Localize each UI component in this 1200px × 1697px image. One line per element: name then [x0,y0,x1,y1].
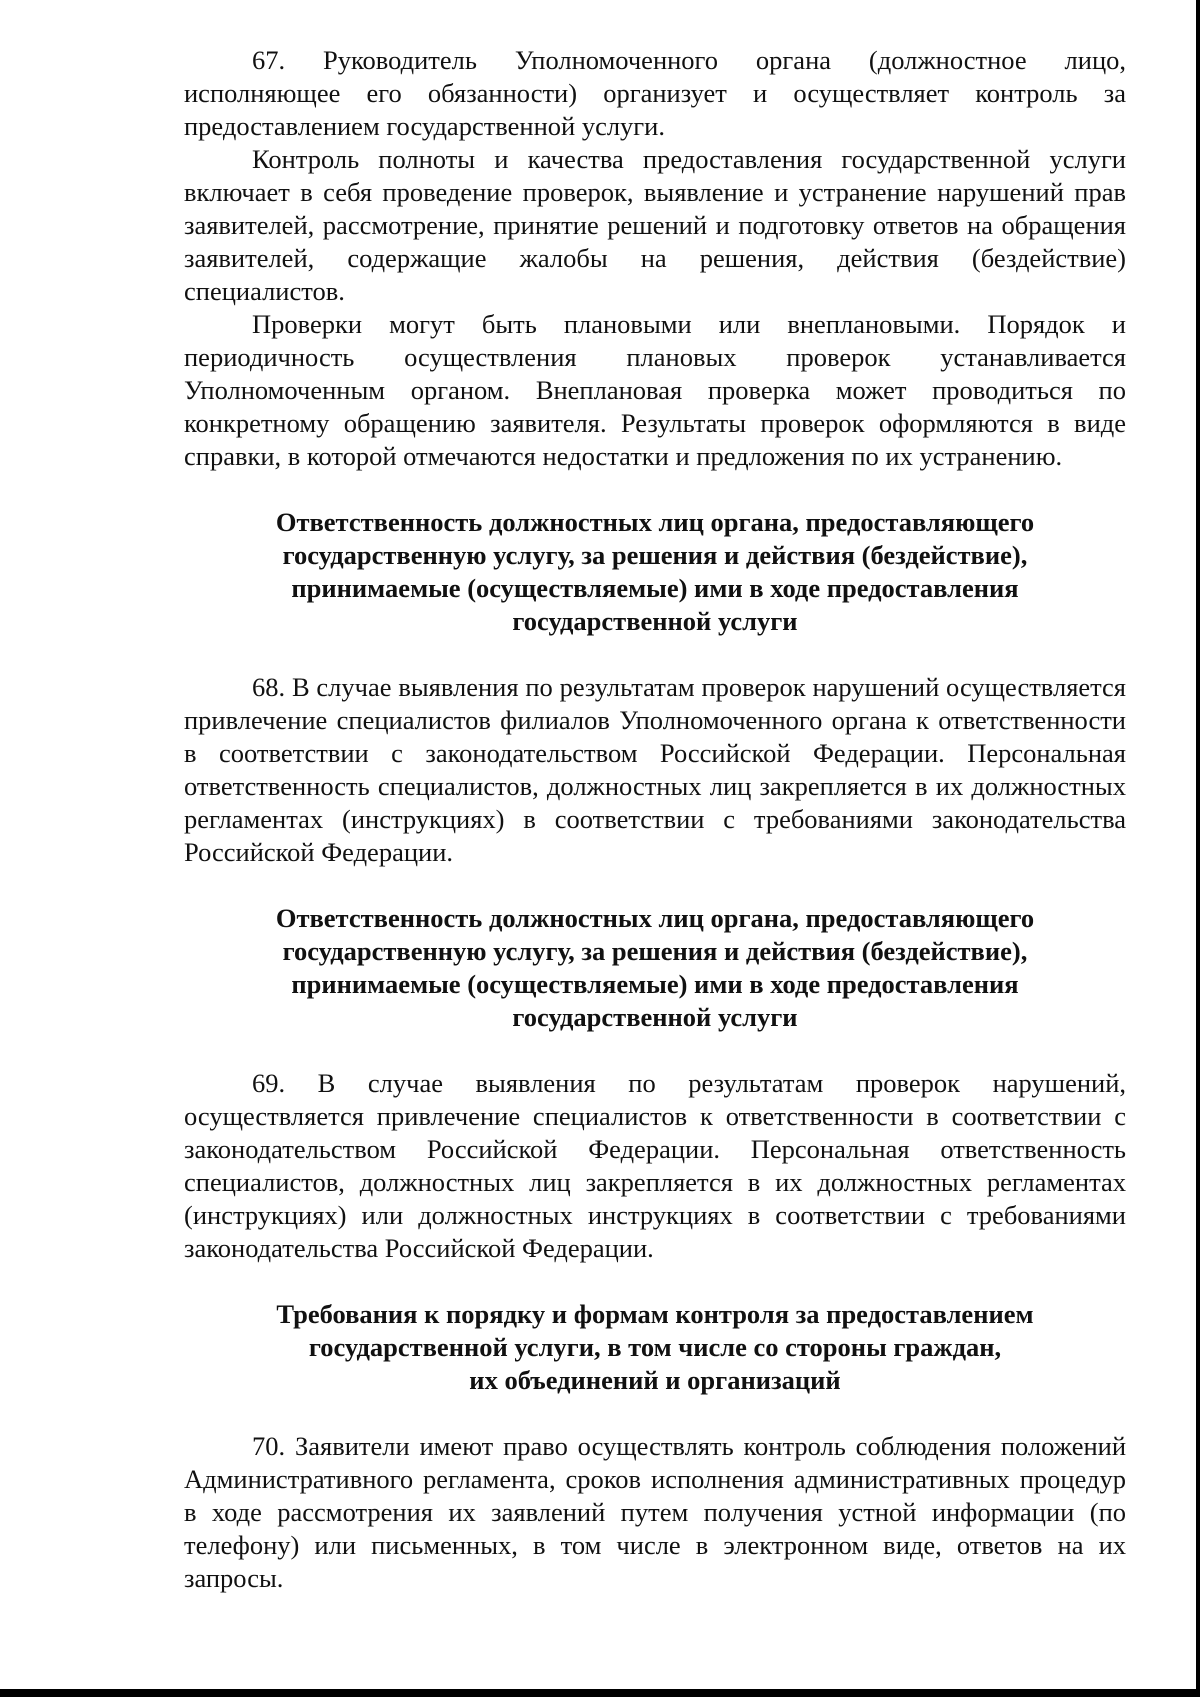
section-heading-responsibility-1: Ответственность должностных лиц органа, предоставляющего государственную услугу, за решения и действия (бездействие), принимаемые (осуществляемые) ими в ходе предоставления государственной услуги [275,507,1035,636]
paragraph-67-control: Контроль полноты и качества предоставления государственной услуги включает в себя проведение проверок, выявление и устранение нарушений прав заявителей, рассмотрение, принятие решений и подготовку ответов на обращения заявителей, содержащие жалобы на решения, действия (бездействие) специалистов. [184,144,1126,306]
scan-edge-right [1196,0,1200,1697]
paragraph-67-inspections: Проверки могут быть плановыми или внеплановыми. Порядок и периодичность осуществления плановых проверок устанавливается Уполномоченным органом. Внеплановая проверка может проводиться по конкретному обращению заявителя. Результаты проверок оформляются в виде справки, в которой отмечаются недостатки и предложения по их устранению. [184,309,1126,471]
paragraph-67: 67. Руководитель Уполномоченного органа (должностное лицо, исполняющее его обязанности) организует и осуществляет контроль за предоставлением государственной услуги. [184,45,1126,141]
paragraph-69: 69. В случае выявления по результатам проверок нарушений, осуществляется привлечение специалистов к ответственности в соответствии с законодательством Российской Федерации. Персональная ответственность специалистов, должностных лиц закрепляется в их должностных регламентах (инструкциях) или должностных инструкциях в соответствии с требованиями законодательства Российской Федерации. [184,1068,1126,1263]
paragraph-68: 68. В случае выявления по результатам проверок нарушений осуществляется привлечение специалистов филиалов Уполномоченного органа к ответственности в соответствии с законодательством Российской Федерации. Персональная ответственность специалистов, должностных лиц закрепляется в их должностных регламентах (инструкциях) в соответствии с требованиями законодательства Российской Федерации. [184,672,1126,867]
document-body [184,44,1126,1595]
scan-edge-bottom [0,1689,1200,1697]
section-heading-control-requirements: Требования к порядку и формам контроля за предоставлением государственной услуги, в том числе со стороны граждан, их объединений и организаций [276,1299,1034,1395]
paragraph-70: 70. Заявители имеют право осуществлять контроль соблюдения положений Административного регламента, сроков исполнения административных процедур в ходе рассмотрения их заявлений путем получения устной информации (по телефону) или письменных, в том числе в электронном виде, ответов на их запросы. [184,1431,1126,1593]
section-heading-responsibility-2: Ответственность должностных лиц органа, предоставляющего государственную услугу, за решения и действия (бездействие), принимаемые (осуществляемые) ими в ходе предоставления государственной услуги [275,903,1035,1032]
